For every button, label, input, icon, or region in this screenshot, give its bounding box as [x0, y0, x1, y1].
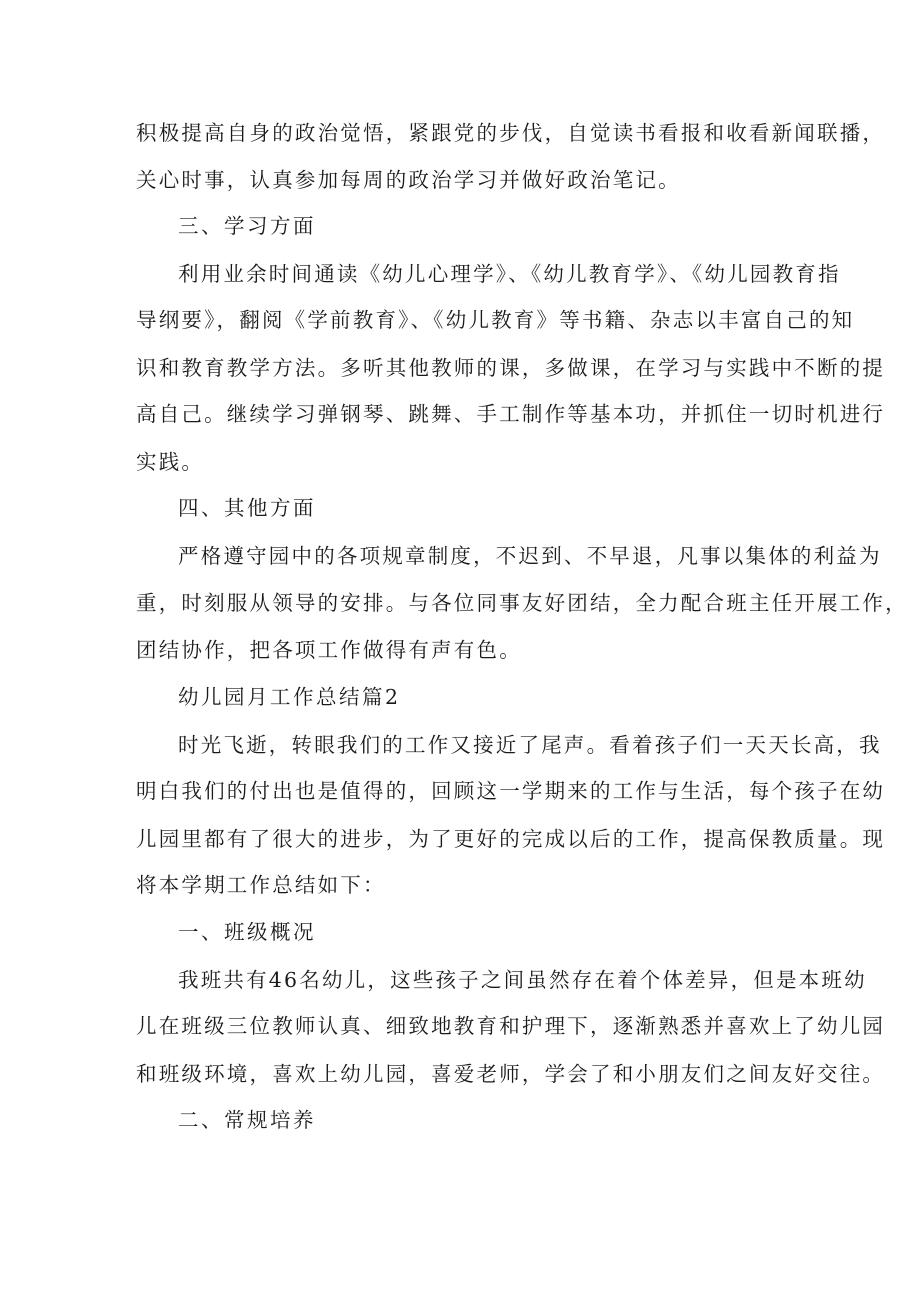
text-line: 团结协作，把各项工作做得有声有色。 — [136, 638, 522, 662]
text-line: 将本学期工作总结如下： — [136, 873, 386, 897]
heading-text: 二、常规培养 — [178, 1108, 316, 1132]
text-line: 儿园里都有了很大的进步，为了更好的完成以后的工作，提高保教质量。现 — [136, 827, 886, 851]
text-line: 重，时刻服从领导的安排。与各位同事友好团结，全力配合班主任开展工作， — [136, 591, 908, 615]
text-line: 积极提高自身的政治觉悟，紧跟党的步伐，自觉读书看报和收看新闻联播， — [136, 121, 886, 145]
text-line: 高自己。继续学习弹钢琴、跳舞、手工制作等基本功，并抓住一切时机进行 — [136, 402, 886, 426]
text-line: 利用业余时间通读《幼儿心理学》、《幼儿教育学》、《幼儿园教育指 — [178, 262, 841, 286]
text-line: 实践。 — [136, 450, 205, 474]
text-line: 导纲要》，翻阅《学前教育》、《幼儿教育》等书籍、杂志以丰富自己的知 — [136, 308, 855, 332]
heading-text: 四、其他方面 — [178, 496, 316, 520]
text-line: 我班共有46名幼儿，这些孩子之间虽然存在着个体差异，但是本班幼 — [178, 968, 867, 992]
title-text: 幼儿园月工作总结篇2 — [178, 685, 401, 709]
text-line: 识和教育教学方法。多听其他教师的课，多做课，在学习与实践中不断的提 — [136, 356, 886, 380]
text-line: 严格遵守园中的各项规章制度，不迟到、不早退，凡事以集体的利益为 — [178, 544, 882, 568]
text-line: 儿在班级三位教师认真、细致地教育和护理下，逐渐熟悉并喜欢上了幼儿园 — [136, 1014, 886, 1038]
text-line: 明白我们的付出也是值得的，回顾这一学期来的工作与生活，每个孩子在幼 — [136, 779, 886, 803]
text-line: 关心时事，认真参加每周的政治学习并做好政治笔记。 — [136, 168, 681, 192]
heading-text: 一、班级概况 — [178, 920, 316, 944]
text-line: 和班级环境，喜欢上幼儿园，喜爱老师，学会了和小朋友们之间友好交往。 — [136, 1062, 886, 1086]
text-line: 时光飞逝，转眼我们的工作又接近了尾声。看着孩子们一天天长高，我 — [178, 733, 882, 757]
heading-text: 三、学习方面 — [178, 214, 316, 238]
